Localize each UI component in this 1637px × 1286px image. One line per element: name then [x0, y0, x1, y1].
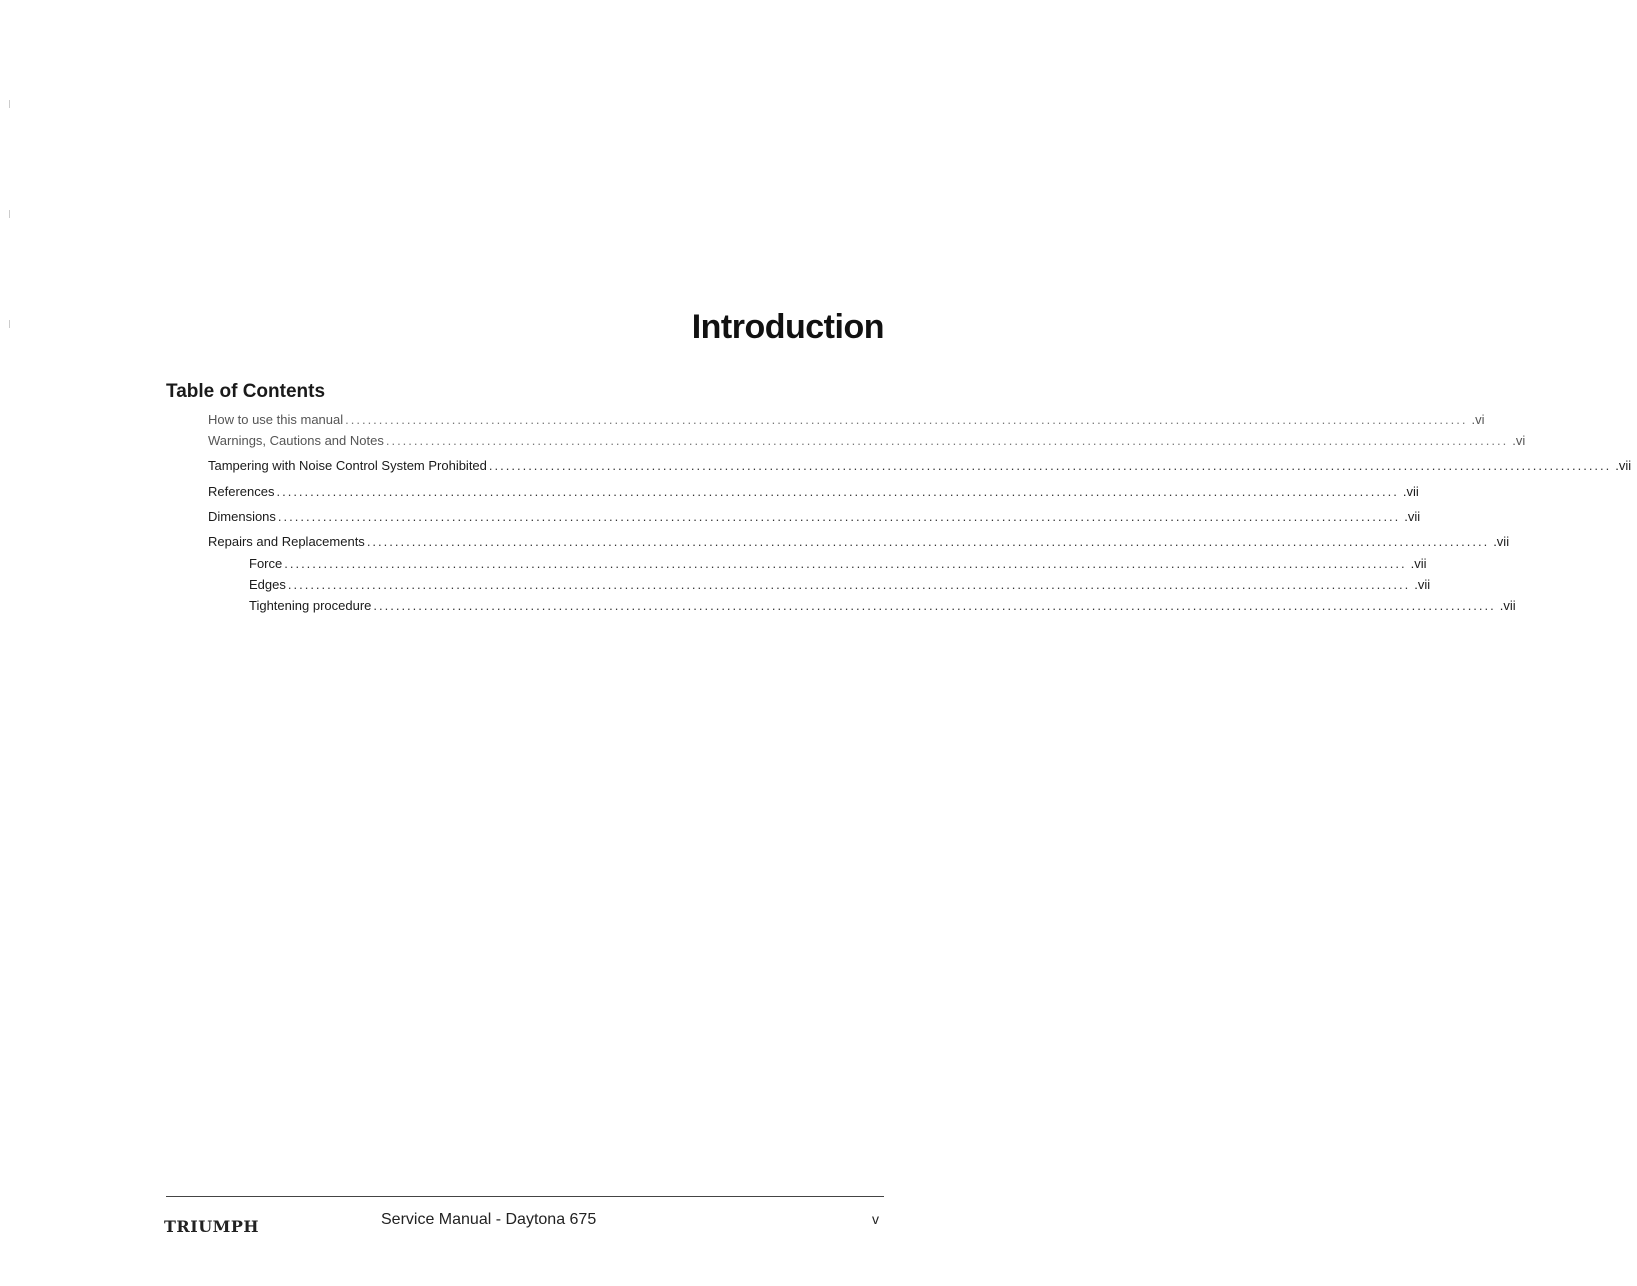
toc-entry-label: Edges — [249, 577, 286, 592]
toc-entry-label: Warnings, Cautions and Notes — [208, 433, 384, 448]
toc-entry[interactable] — [249, 577, 1431, 595]
toc-entry[interactable] — [208, 484, 1419, 502]
toc-dot-leader: ........................................................................................................................................................................................................ — [345, 412, 1468, 427]
toc-entry-page: .vii — [1499, 598, 1516, 613]
margin-mark — [9, 210, 10, 218]
toc-entry[interactable] — [208, 458, 1632, 476]
toc-entry-page: .vii — [1404, 509, 1421, 524]
toc-entry-page: .vii — [1414, 577, 1431, 592]
toc-entry-page: .vii — [1402, 484, 1419, 499]
toc-entry-label: Force — [249, 556, 283, 571]
toc-heading: Table of Contents — [166, 381, 326, 402]
toc-entry-label: Tampering with Noise Control System Prohibited — [208, 458, 487, 473]
toc-dot-leader: ........................................................................................................................................................................................................ — [488, 458, 1612, 473]
toc-entry-page: .vi — [1471, 412, 1485, 427]
toc-dot-leader: ........................................................................................................................................................................................................ — [277, 509, 1401, 524]
footer-manual-title: Service Manual - Daytona 675 — [381, 1211, 597, 1228]
toc-dot-leader: ........................................................................................................................................................................................................ — [276, 484, 1399, 499]
toc-entry[interactable] — [208, 509, 1421, 527]
toc-entry-page: .vii — [1615, 458, 1632, 473]
margin-mark — [9, 100, 10, 108]
toc-dot-leader: ........................................................................................................................................................................................................ — [284, 556, 1407, 571]
toc-entry[interactable] — [249, 556, 1427, 574]
triumph-logo: TRIUMPH — [164, 1217, 259, 1236]
toc-entry-label: Repairs and Replacements — [208, 534, 365, 549]
toc-entry-label: References — [208, 484, 275, 499]
toc-entry[interactable] — [249, 598, 1516, 616]
toc-dot-leader: ........................................................................................................................................................................................................ — [373, 598, 1496, 613]
toc-entry-label: Dimensions — [208, 509, 276, 524]
page-title: Introduction — [691, 308, 884, 346]
toc-entry-label: Tightening procedure — [249, 598, 372, 613]
toc-entry[interactable] — [208, 534, 1510, 552]
toc-entry[interactable] — [208, 412, 1485, 430]
footer-divider — [166, 1196, 884, 1197]
toc-entry-label: How to use this manual — [208, 412, 344, 427]
toc-entry-page: .vi — [1512, 433, 1526, 448]
toc-dot-leader: ........................................................................................................................................................................................................ — [366, 534, 1490, 549]
toc-entry-page: .vii — [1493, 534, 1510, 549]
margin-mark — [9, 320, 10, 328]
toc-dot-leader: ........................................................................................................................................................................................................ — [287, 577, 1411, 592]
toc-entry-page: .vii — [1410, 556, 1427, 571]
footer-page-number: v — [872, 1211, 879, 1227]
toc-dot-leader: ........................................................................................................................................................................................................ — [385, 433, 1509, 448]
toc-entry[interactable] — [208, 433, 1526, 451]
